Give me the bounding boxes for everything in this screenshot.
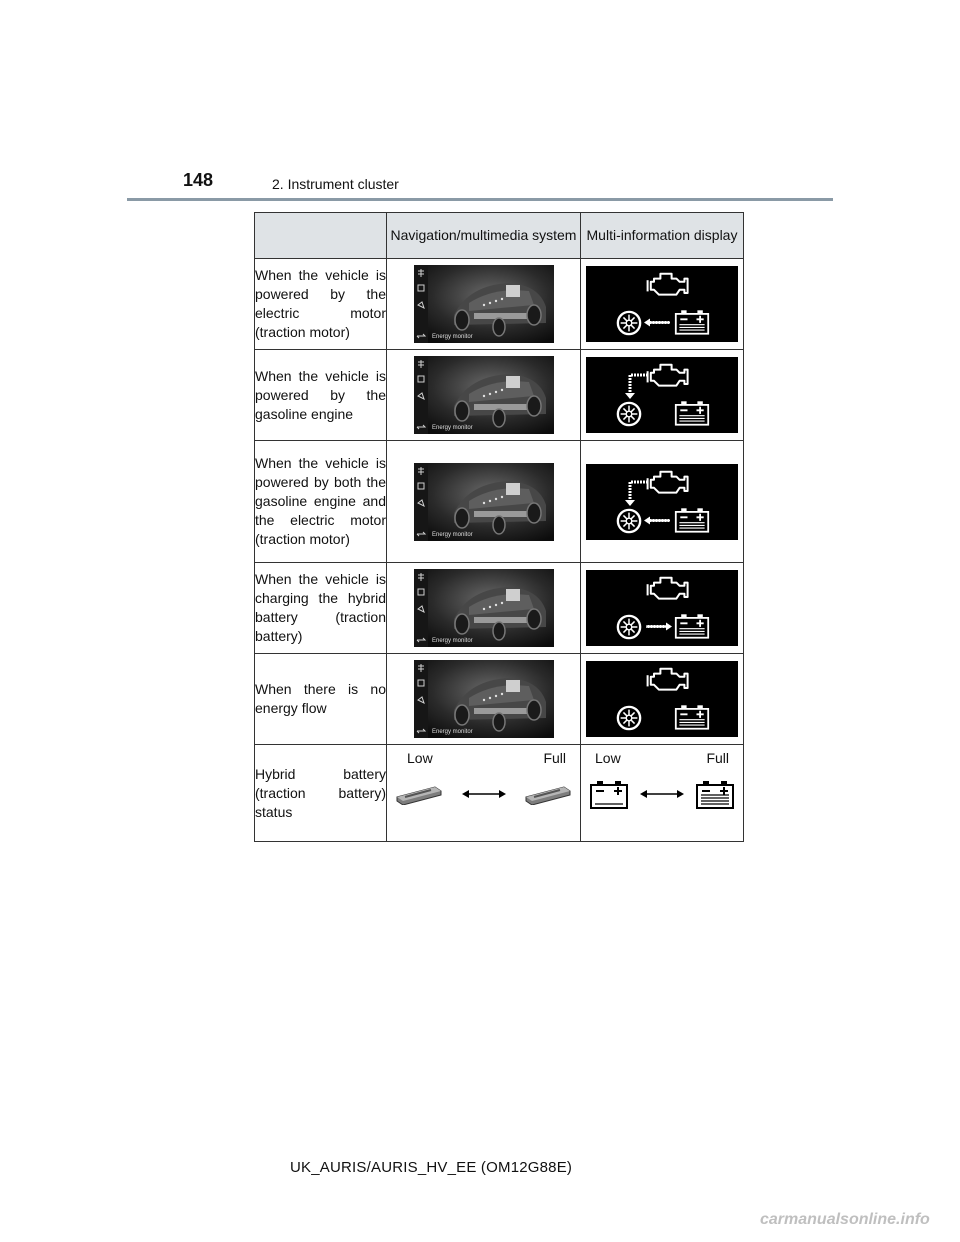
header-rule [127,198,833,201]
nav-screen-cell [387,563,581,654]
row-description: When the vehicle is powered by the electric motor (traction motor) [255,259,387,350]
battery-full-icon [695,778,735,810]
table-header-row [255,213,744,259]
mid-screen-cell [581,654,744,745]
row-description: When the vehicle is powered by the gasoline engine [255,350,387,441]
header-empty-cell [255,213,387,259]
energy-monitor-screen [414,356,554,434]
nav-screen-cell [387,654,581,745]
double-arrow-icon [462,788,506,800]
energy-monitor-label: Energy monitor [431,425,473,431]
double-arrow-icon [640,788,684,800]
nav-screen-cell [387,350,581,441]
energy-monitor-screen [414,660,554,738]
hv-battery-full-icon [524,782,572,806]
hv-battery-status-mid [581,745,744,842]
full-label: Full [706,750,729,766]
engine-and-motor-flow-icon [586,464,738,540]
battery-low-icon [589,778,629,810]
low-label: Low [407,750,433,766]
page-number: 148 [183,170,214,190]
energy-monitor-screen [414,265,554,343]
charging-flow-icon [586,570,738,646]
row-description: When the vehicle is charging the hybrid battery (traction battery) [255,563,387,654]
section-title: 2. Instrument cluster [272,176,399,192]
mid-screen-cell [581,441,744,563]
header-multi-info-display: Multi-information display [581,213,744,259]
energy-monitor-label: Energy monitor [431,334,473,340]
no-flow-icon [586,661,738,737]
footer-code: UK_AURIS/AURIS_HV_EE (OM12G88E) [290,1159,573,1176]
energy-monitor-screen [414,463,554,541]
table-row [255,259,744,350]
motor-to-wheels-flow-icon [586,266,738,342]
table-row [255,350,744,441]
mid-screen-cell [581,350,744,441]
nav-screen-cell [387,259,581,350]
full-label: Full [543,750,566,766]
engine-to-wheels-flow-icon [586,357,738,433]
row-description: When the vehicle is powered by both the gasoline engine and the electric motor (traction motor) [255,441,387,563]
nav-screen-cell [387,441,581,563]
table-row [255,563,744,654]
table-row [255,654,744,745]
hv-battery-low-icon [395,782,443,806]
energy-flow-table [254,212,744,842]
status-row [255,745,744,842]
energy-monitor-screen [414,569,554,647]
hv-battery-status-nav [387,745,581,842]
row-description: When there is no energy flow [255,654,387,745]
watermark: carmanualsonline.info [760,1211,930,1228]
mid-screen-cell [581,259,744,350]
energy-monitor-label: Energy monitor [431,531,473,538]
row-description: Hybrid battery (traction battery) status [255,745,387,842]
header-nav-system: Navigation/multimedia system [387,213,581,259]
energy-monitor-label: Energy monitor [431,638,473,644]
energy-monitor-label: Energy monitor [431,729,473,735]
table-row [255,441,744,563]
mid-screen-cell [581,563,744,654]
low-label: Low [595,750,621,766]
